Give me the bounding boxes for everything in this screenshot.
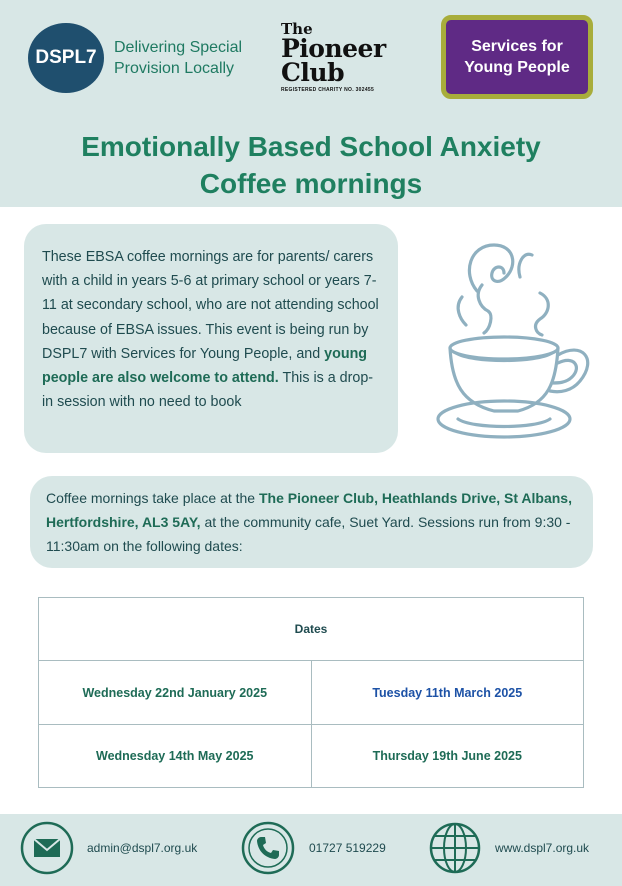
pioneer-club-logo — [281, 22, 399, 96]
venue-address: The Pioneer Club, Heathlands Drive, St Albans, Hertfordshire, AL3 5AY, — [46, 490, 572, 530]
services-for-young-people-logo — [441, 15, 593, 99]
date-cell: Wednesday 22nd January 2025 — [82, 685, 268, 700]
footer-email[interactable]: admin@dspl7.org.uk — [87, 841, 198, 855]
dates-row — [39, 724, 583, 787]
pioneer-name: Pioneer — [281, 34, 386, 63]
dspl7-logo — [28, 23, 104, 93]
dates-table — [38, 597, 584, 788]
date-cell: Thursday 19th June 2025 — [311, 725, 584, 787]
info-text-part1: Coffee mornings take place at the — [46, 490, 259, 506]
globe-icon — [428, 821, 482, 875]
info-text-part2: at the community cafe, Suet Yard. Sessions run from 9:30 - 11:30am on the following dates: — [46, 514, 571, 554]
page-title — [0, 128, 622, 202]
pioneer-club: Club — [281, 58, 345, 87]
date-cell: Tuesday 11th March 2025 — [311, 661, 584, 724]
envelope-icon — [20, 821, 74, 875]
dspl7-tagline: Delivering Special Provision Locally — [114, 39, 243, 77]
intro-text-bold: young people are also welcome to attend. — [42, 345, 368, 387]
syp-line1: Services for — [471, 38, 563, 55]
phone-icon — [241, 821, 295, 875]
title-line1: Emotionally Based School Anxiety — [81, 131, 541, 162]
title-line2: Coffee mornings — [199, 168, 423, 199]
pioneer-the: The — [281, 20, 313, 38]
dates-header: Dates — [39, 598, 583, 661]
date-cell: Wednesday 14th May 2025 — [96, 749, 254, 763]
coffee-cup-icon — [432, 233, 592, 448]
intro-text-end: This is a drop-in session with no need to book — [42, 370, 374, 411]
venue-info-panel — [30, 476, 593, 568]
dspl7-logo-text: DSPL7 — [35, 47, 97, 68]
intro-text-start: These EBSA coffee mornings are for parents/ carers with a child in years 5-6 at primary school or years 7-11 at secondary school, who are not attending school because of EBSA issues. This event is being run by DSPL7 with Services for Young People, and — [42, 249, 379, 362]
pioneer-charity-number: REGISTERED CHARITY NO. 302455 — [281, 87, 375, 93]
dates-row — [39, 661, 583, 724]
intro-panel — [24, 224, 398, 453]
footer-website[interactable]: www.dspl7.org.uk — [495, 841, 590, 855]
syp-line2: Young People — [464, 59, 570, 76]
footer — [0, 814, 622, 886]
footer-phone[interactable]: 01727 519229 — [309, 841, 386, 855]
